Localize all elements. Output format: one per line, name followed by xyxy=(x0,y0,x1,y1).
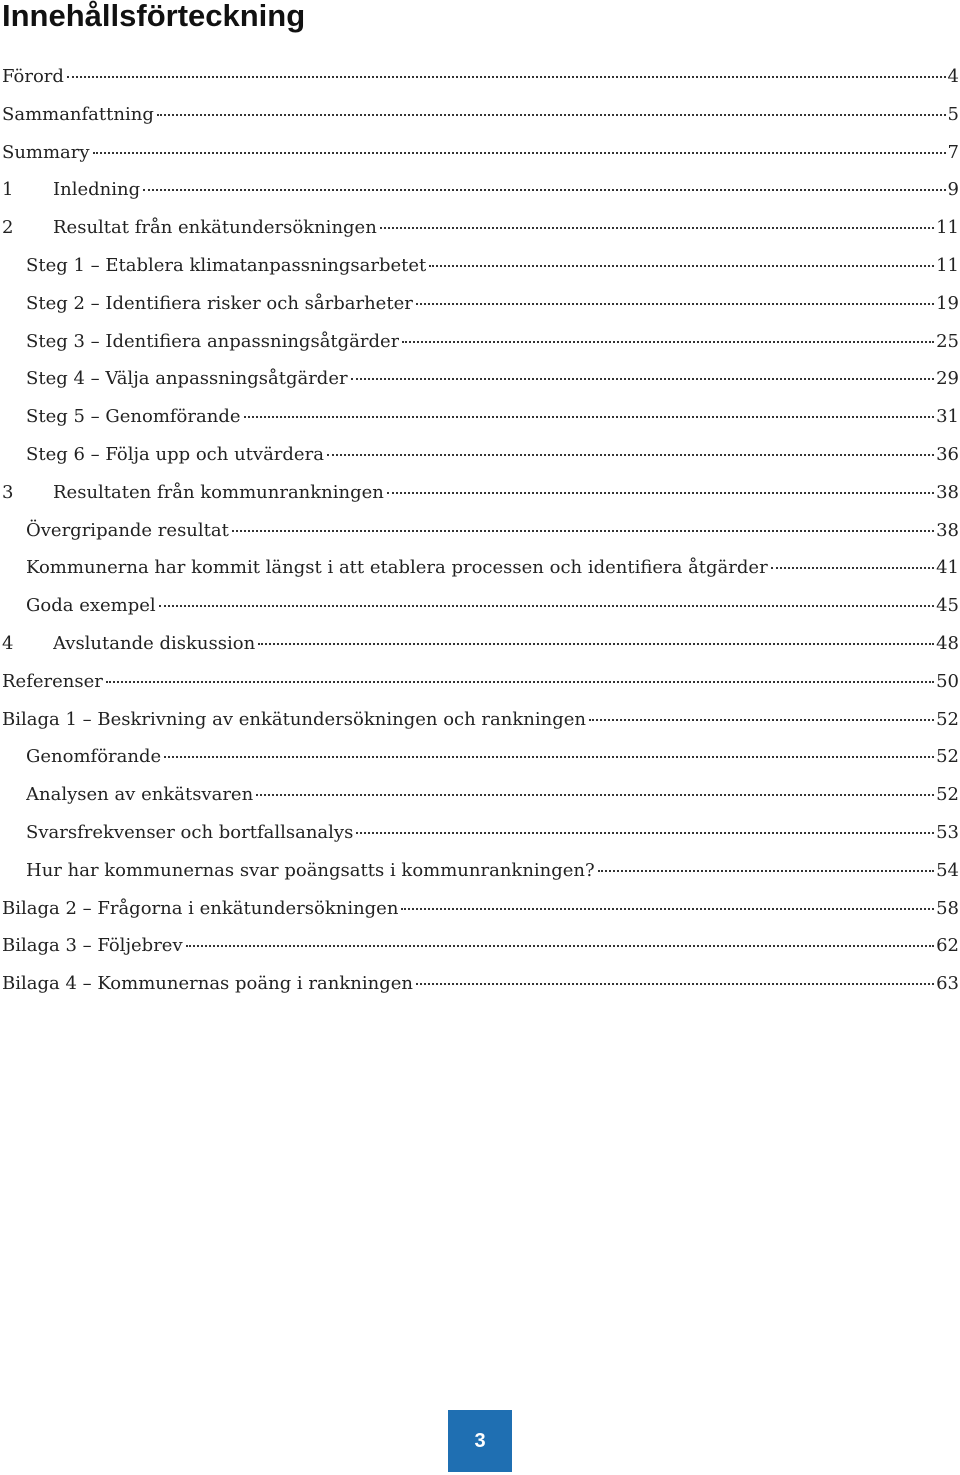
toc-entry-title: Steg 1 – Etablera klimatanpassningsarbetet xyxy=(26,254,427,276)
toc-entry[interactable] xyxy=(0,738,960,776)
toc-entry-number: 1 xyxy=(2,179,14,201)
toc-dot-leader xyxy=(256,793,934,796)
toc-entry-title: Summary xyxy=(2,141,90,163)
toc-dot-leader xyxy=(402,340,934,343)
toc-entry-page: 29 xyxy=(936,368,959,390)
toc-entry-title: Steg 2 – Identifiera risker och sårbarheter xyxy=(26,292,413,314)
toc-dot-leader xyxy=(589,718,934,721)
toc-entry[interactable] xyxy=(0,890,960,928)
toc-dot-leader xyxy=(143,188,945,191)
toc-entry-title: Avslutande diskussion xyxy=(53,632,256,654)
toc-dot-leader xyxy=(157,113,946,116)
toc-entry[interactable] xyxy=(0,96,960,134)
toc-entry[interactable] xyxy=(0,927,960,965)
toc-entry[interactable] xyxy=(0,323,960,361)
toc-entry[interactable] xyxy=(0,663,960,701)
toc-entry-number: 4 xyxy=(2,632,14,654)
toc-dot-leader xyxy=(380,226,934,229)
toc-entry-page: 45 xyxy=(936,595,959,617)
toc-entry-title: Bilaga 1 – Beskrivning av enkätundersökningen och rankningen xyxy=(2,708,586,730)
toc-dot-leader xyxy=(159,604,934,607)
toc-entry-page: 52 xyxy=(936,746,959,768)
toc-dot-leader xyxy=(186,944,934,947)
toc-entry-title: Steg 4 – Välja anpassningsåtgärder xyxy=(26,368,348,390)
toc-entry-title: Bilaga 3 – Följebrev xyxy=(2,935,183,957)
toc-entry[interactable] xyxy=(0,965,960,1003)
toc-entry-title: Förord xyxy=(2,66,64,87)
toc-entry-page: 25 xyxy=(936,330,959,352)
toc-entry[interactable] xyxy=(0,625,960,663)
toc-entry-page: 11 xyxy=(936,254,959,276)
toc-entry[interactable] xyxy=(0,58,960,96)
toc-dot-leader xyxy=(164,755,934,758)
toc-dot-leader xyxy=(356,831,934,834)
toc-entry-title: Steg 3 – Identifiera anpassningsåtgärder xyxy=(26,330,400,352)
toc-entry[interactable] xyxy=(0,474,960,512)
toc-entry[interactable] xyxy=(0,701,960,739)
page-number: 3 xyxy=(474,1429,486,1452)
toc-entry-page: 54 xyxy=(936,859,959,881)
toc-entry-title: Referenser xyxy=(2,670,103,692)
toc-entry-page: 7 xyxy=(947,141,959,163)
toc-entry[interactable] xyxy=(0,134,960,172)
toc-entry-page: 4 xyxy=(947,66,959,87)
toc-entry-page: 41 xyxy=(936,557,959,579)
table-of-contents xyxy=(0,58,960,1003)
toc-entry[interactable] xyxy=(0,398,960,436)
toc-entry-number: 2 xyxy=(2,217,14,239)
toc-dot-leader xyxy=(351,377,935,380)
toc-dot-leader xyxy=(598,869,934,872)
toc-entry-page: 11 xyxy=(936,217,959,239)
toc-entry-title: Analysen av enkätsvaren xyxy=(26,784,254,806)
toc-entry[interactable] xyxy=(0,360,960,398)
toc-entry-page: 5 xyxy=(947,103,959,125)
toc-entry-page: 58 xyxy=(936,897,959,919)
toc-entry-title: Goda exempel xyxy=(26,595,156,617)
toc-dot-leader xyxy=(244,415,935,418)
toc-entry-title: Övergripande resultat xyxy=(26,519,229,541)
toc-entry-page: 52 xyxy=(936,784,959,806)
toc-dot-leader xyxy=(387,491,934,494)
toc-entry[interactable] xyxy=(0,512,960,550)
toc-entry-number: 3 xyxy=(2,481,14,503)
toc-entry[interactable] xyxy=(0,549,960,587)
toc-entry[interactable] xyxy=(0,587,960,625)
toc-dot-leader xyxy=(327,453,934,456)
toc-entry-page: 53 xyxy=(936,821,959,843)
toc-entry-page: 38 xyxy=(936,519,959,541)
toc-entry-title: Genomförande xyxy=(26,746,162,768)
toc-entry[interactable] xyxy=(0,814,960,852)
toc-entry[interactable] xyxy=(0,852,960,890)
toc-entry-title: Bilaga 4 – Kommunernas poäng i rankningen xyxy=(2,973,413,995)
page-title: Innehållsförteckning xyxy=(2,0,306,33)
toc-entry[interactable] xyxy=(0,436,960,474)
toc-entry[interactable] xyxy=(0,171,960,209)
toc-entry-title: Resultat från enkätundersökningen xyxy=(53,217,377,239)
toc-entry-title: Steg 6 – Följa upp och utvärdera xyxy=(26,443,324,465)
toc-entry[interactable] xyxy=(0,776,960,814)
toc-entry-page: 19 xyxy=(936,292,959,314)
toc-entry-title: Svarsfrekvenser och bortfallsanalys xyxy=(26,821,354,843)
toc-dot-leader xyxy=(429,264,934,267)
toc-dot-leader xyxy=(232,529,934,532)
toc-dot-leader xyxy=(401,907,934,910)
toc-dot-leader xyxy=(416,302,934,305)
toc-entry-title: Kommunerna har kommit längst i att etablera processen och identifiera åtgärder xyxy=(26,557,768,579)
toc-entry-title: Bilaga 2 – Frågorna i enkätundersökningen xyxy=(2,897,399,919)
toc-entry-title: Sammanfattning xyxy=(2,103,154,125)
toc-dot-leader xyxy=(258,642,934,645)
toc-entry-page: 52 xyxy=(936,708,959,730)
toc-entry-page: 9 xyxy=(947,179,959,201)
toc-dot-leader xyxy=(416,982,934,985)
toc-dot-leader xyxy=(771,566,934,569)
toc-entry-page: 50 xyxy=(936,670,959,692)
page-number-badge xyxy=(448,1410,512,1472)
toc-entry-page: 31 xyxy=(936,406,959,428)
toc-dot-leader xyxy=(67,75,946,78)
toc-entry-title: Hur har kommunernas svar poängsatts i kommunrankningen? xyxy=(26,859,595,881)
toc-entry-title: Inledning xyxy=(53,179,141,201)
toc-dot-leader xyxy=(106,680,934,683)
toc-entry-title: Resultaten från kommunrankningen xyxy=(53,481,384,503)
toc-entry-page: 62 xyxy=(936,935,959,957)
toc-entry-page: 38 xyxy=(936,481,959,503)
toc-entry-page: 48 xyxy=(936,632,959,654)
toc-entry[interactable] xyxy=(0,247,960,285)
toc-entry-page: 63 xyxy=(936,973,959,995)
toc-entry[interactable] xyxy=(0,285,960,323)
toc-dot-leader xyxy=(93,151,946,154)
toc-entry[interactable] xyxy=(0,209,960,247)
toc-entry-page: 36 xyxy=(936,443,959,465)
toc-entry-title: Steg 5 – Genomförande xyxy=(26,406,241,428)
